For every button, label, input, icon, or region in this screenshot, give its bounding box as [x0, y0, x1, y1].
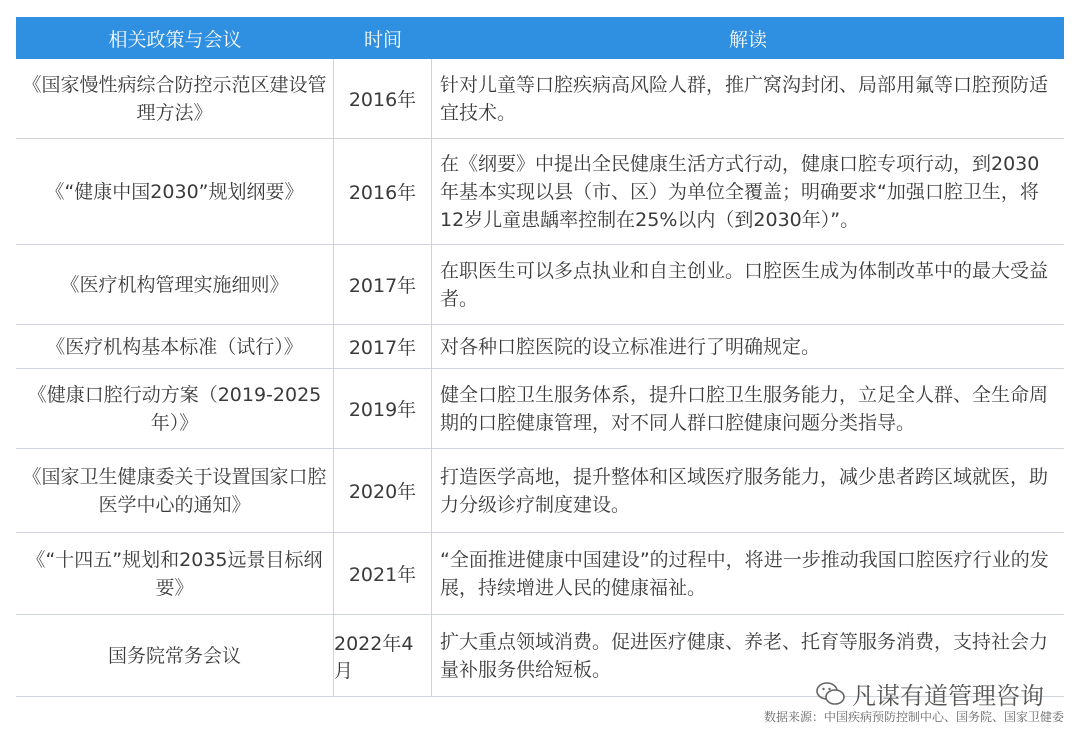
row-reading: 打造医学高地，提升整体和区域医疗服务能力，减少患者跨区域就医，助力分级诊疗制度建设。	[440, 465, 1049, 516]
row-policy: 《国家卫生健康委关于设置国家口腔医学中心的通知》	[16, 449, 334, 532]
table-row	[16, 325, 1064, 369]
row-policy: 《“十四五”规划和2035远景目标纲要》	[16, 533, 334, 614]
table-row	[16, 59, 1064, 139]
table-row	[16, 369, 1064, 449]
row-reading: 在《纲要》中提出全民健康生活方式行动，健康口腔专项行动，到2030年基本实现以县（市、区）为单位全覆盖；明确要求“加强口腔卫生，将12岁儿童患龋率控制在25%以内（到2030年）”。	[440, 152, 1040, 231]
row-time: 2016年	[334, 59, 432, 138]
row-time: 2019年	[334, 369, 432, 448]
watermark-text: 凡谋有道管理咨询	[852, 682, 1044, 710]
table-row	[16, 139, 1064, 245]
wechat-icon	[816, 681, 846, 707]
table-row	[16, 533, 1064, 615]
header-policy: 相关政策与会议	[108, 28, 242, 51]
row-policy: 《国家慢性病综合防控示范区建设管理方法》	[16, 59, 334, 138]
policy-table	[16, 17, 1064, 697]
row-policy: 《“健康中国2030”规划纲要》	[16, 139, 334, 244]
row-time: 2021年	[334, 533, 432, 614]
row-time: 2016年	[334, 139, 432, 244]
row-policy: 《健康口腔行动方案（2019-2025年）》	[16, 369, 334, 448]
table-header	[16, 17, 1064, 59]
watermark	[816, 676, 1044, 711]
row-reading: 健全口腔卫生服务体系，提升口腔卫生服务能力，立足全人群、全生命周期的口腔健康管理，对不同人群口腔健康问题分类指导。	[440, 383, 1049, 434]
row-time: 2017年	[334, 325, 432, 368]
row-reading: “全面推进健康中国建设”的过程中，将进一步推动我国口腔医疗行业的发展，持续增进人民的健康福祉。	[440, 548, 1049, 599]
row-policy: 《医疗机构基本标准（试行）》	[16, 325, 334, 368]
table-row	[16, 245, 1064, 325]
row-time: 2020年	[334, 449, 432, 532]
header-reading: 解读	[728, 28, 767, 51]
table-row	[16, 449, 1064, 533]
row-reading: 在职医生可以多点执业和自主创业。口腔医生成为体制改革中的最大受益者。	[440, 259, 1049, 310]
row-reading: 扩大重点领域消费。促进医疗健康、养老、托育等服务消费，支持社会力量补服务供给短板。	[440, 630, 1049, 681]
row-reading: 针对儿童等口腔疾病高风险人群，推广窝沟封闭、局部用氟等口腔预防适宜技术。	[440, 73, 1049, 124]
row-policy: 国务院常务会议	[16, 615, 334, 696]
row-time: 2017年	[334, 245, 432, 324]
source-note: 数据来源：中国疾病预防控制中心、国务院、国家卫健委	[763, 710, 1064, 724]
row-reading: 对各种口腔医院的设立标准进行了明确规定。	[440, 335, 821, 358]
row-policy: 《医疗机构管理实施细则》	[16, 245, 334, 324]
row-time: 2022年4月	[334, 615, 432, 696]
header-time: 时间	[363, 28, 402, 51]
